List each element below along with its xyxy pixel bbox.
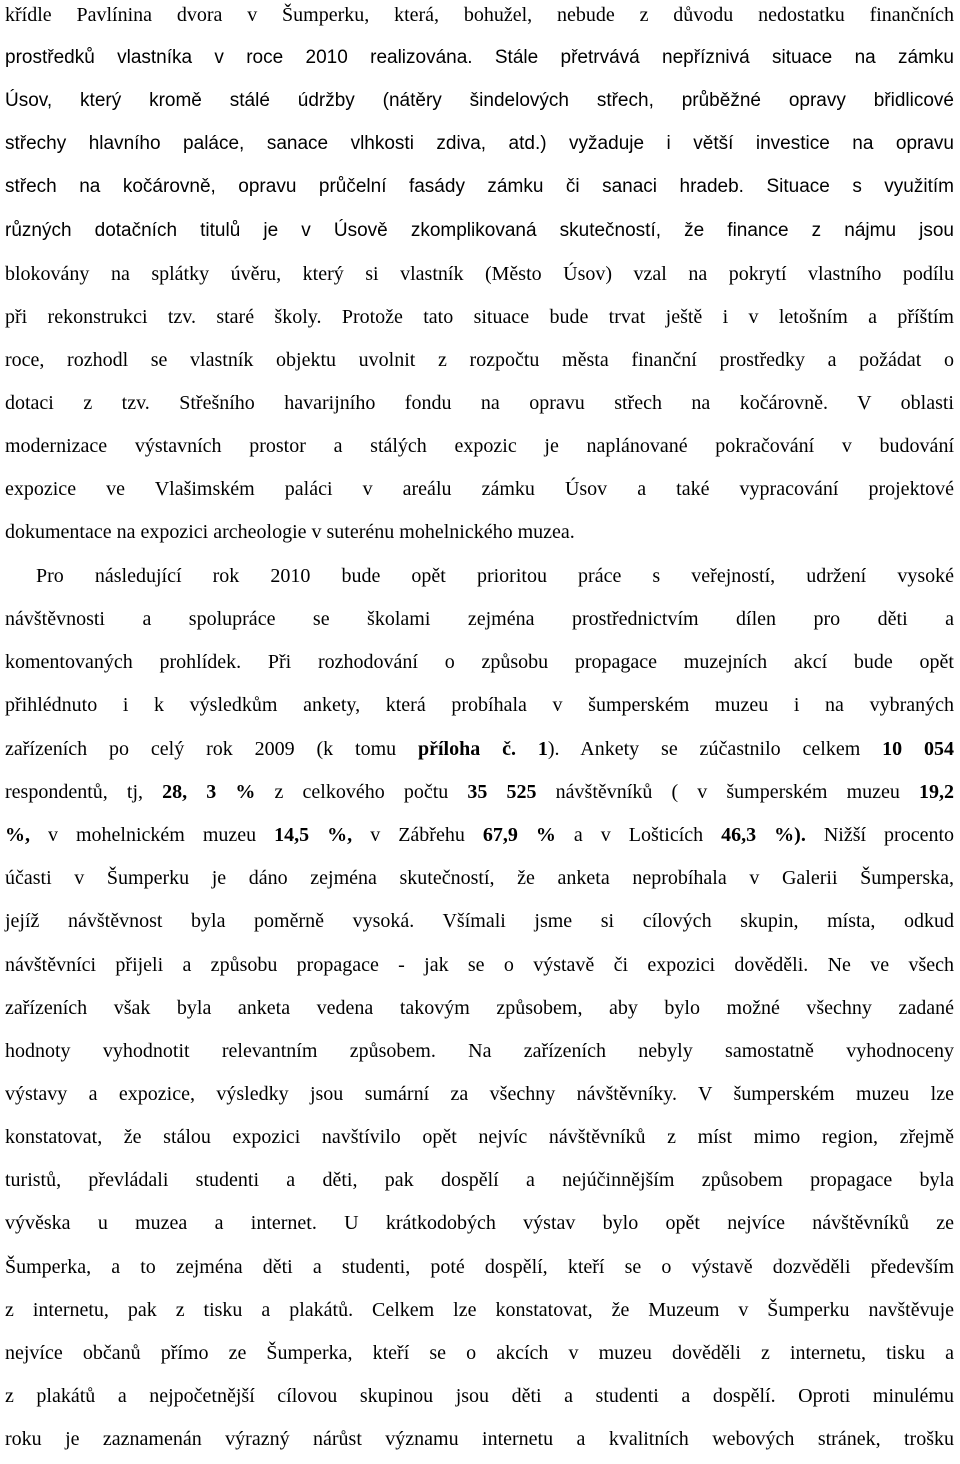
text-line [5, 1424, 954, 1454]
text-run: modernizace výstavních prostor a stálých expozic je naplánované pokračování v budování [5, 435, 954, 457]
text-run: v Zábřehu [352, 824, 483, 846]
text-run: střechy hlavního paláce, sanace vlhkosti zdiva, atd.) vyžaduje i větší investice na opravu [5, 133, 954, 154]
text-run: prostředků vlastníka v roce 2010 realizována. Stále přetrvává nepříznivá situace na zámku [5, 47, 954, 68]
text-line [5, 302, 954, 332]
text-line [5, 1079, 954, 1109]
text-run: z internetu, pak z tisku a plakátů. Celkem lze konstatovat, že Muzeum v Šumperku navštěvuje [5, 1299, 954, 1321]
text-line [5, 1165, 954, 1195]
text-line [5, 863, 954, 893]
text-run: křídle Pavlínina dvora v Šumperku, která, bohužel, nebude z důvodu nedostatku finančních [5, 4, 954, 26]
text-run: účasti v Šumperku je dáno zejména skutečností, že anketa neprobíhala v Galerii Šumperska, [5, 867, 954, 889]
text-run: nejvíce občanů přímo ze Šumperka, kteří se o akcích v muzeu dověděli z internetu, tisku a [5, 1342, 954, 1364]
text-line [5, 172, 954, 202]
text-line [5, 604, 954, 634]
text-run: hodnoty vyhodnotit relevantním způsobem. Na zařízeních nebyly samostatně vyhodnoceny [5, 1040, 954, 1062]
text-line [5, 950, 954, 980]
text-run: zařízeních po celý rok 2009 (k tomu [5, 738, 418, 760]
text-run: expozice ve Vlašimském paláci v areálu zámku Úsov a také vypracování projektové [5, 478, 954, 500]
text-line [5, 647, 954, 677]
text-run: roku je zaznamenán výrazný nárůst významu internetu a kvalitních webových stránek, trošku [5, 1428, 954, 1450]
text-line [5, 1036, 954, 1066]
text-line [5, 734, 954, 764]
text-line [5, 0, 954, 30]
text-run: turistů, převládali studenti a děti, pak dospělí a nejúčinnějším způsobem propagace byla [5, 1169, 954, 1191]
text-line [5, 86, 954, 116]
text-line [36, 561, 954, 591]
bold-text: 14,5 %, [274, 824, 353, 846]
text-run: střech na kočárovně, opravu průčelní fasády zámku či sanaci hradeb. [5, 176, 767, 197]
text-line [5, 129, 954, 159]
text-run: Nižší procento [805, 824, 955, 846]
text-line [5, 345, 954, 375]
text-run: konstatovat, že stálou expozici navštívilo opět nejvíc návštěvníků z míst mimo region, zřejmě [5, 1126, 954, 1148]
text-run: výstavy a expozice, výsledky jsou sumární za všechny návštěvníky. V šumperském muzeu lze [5, 1083, 954, 1105]
text-line [5, 777, 954, 807]
text-run: různých dotačních titulů je v Úsově zkomplikovaná skutečností, že finance z nájmu jsou [5, 220, 954, 241]
text-line [5, 1338, 954, 1368]
text-run: přihlédnuto i k výsledkům ankety, která probíhala v šumperském muzeu i na vybraných [5, 694, 954, 716]
text-line [5, 388, 954, 418]
text-line [5, 43, 954, 73]
text-line [5, 431, 954, 461]
text-line [5, 1295, 954, 1325]
text-run: návštěvníků ( v šumperském muzeu [536, 781, 920, 803]
bold-text: 19,2 [919, 781, 955, 803]
bold-text: 28, 3 % [162, 781, 256, 803]
text-run: komentovaných prohlídek. Při rozhodování o způsobu propagace muzejních akcí bude opět [5, 651, 954, 673]
text-run: respondentů, tj, [5, 781, 163, 803]
text-run: Situace s využitím [766, 176, 954, 197]
text-line [5, 690, 954, 720]
text-run: jejíž návštěvnost byla poměrně vysoká. Všímali jsme si cílových skupin, místa, odkud [5, 910, 954, 932]
text-run: ). Ankety se zúčastnilo celkem [547, 738, 883, 760]
text-run: Pro následující rok 2010 bude opět prioritou práce s veřejností, udržení vysoké [36, 565, 954, 587]
text-run: blokovány na splátky úvěru, který si vlastník (Město Úsov) vzal na pokrytí vlastního podílu [5, 263, 954, 285]
text-run: dotaci z tzv. Střešního havarijního fondu na opravu střech na kočárovně. V oblasti [5, 392, 954, 414]
text-line [5, 993, 954, 1023]
text-run: z celkového počtu [255, 781, 468, 803]
text-run: návštěvnosti a spolupráce se školami zejména prostřednictvím dílen pro děti a [5, 608, 954, 630]
text-run: a v Lošticích [555, 824, 722, 846]
text-line [5, 1208, 954, 1238]
text-line [5, 1381, 954, 1411]
bold-text: příloha č. 1 [418, 738, 548, 760]
text-run: Šumperka, a to zejména děti a studenti, poté dospělí, kteří se o výstavě dozvěděli především [5, 1256, 954, 1278]
text-line [5, 820, 954, 850]
text-run: roce, rozhodl se vlastník objektu uvolnit z rozpočtu města finanční prostředky a požádat o [5, 349, 954, 371]
text-run: v mohelnickém muzeu [30, 824, 275, 846]
bold-text: 35 525 [467, 781, 537, 803]
text-run: z plakátů a nejpočetnější cílovou skupinou jsou děti a studenti a dospělí. Oproti minulému [5, 1385, 954, 1407]
bold-text: 46,3 %). [721, 824, 806, 846]
text-run: vývěska u muzea a internet. U krátkodobých výstav bylo opět nejvíce návštěvníků ze [5, 1212, 954, 1234]
bold-text: 10 054 [882, 738, 955, 760]
text-line [5, 517, 954, 547]
text-line [5, 906, 954, 936]
text-run: zařízeních však byla anketa vedena takovým způsobem, aby bylo možné všechny zadané [5, 997, 954, 1019]
text-line [5, 1252, 954, 1282]
bold-text: %, [5, 824, 30, 846]
text-line [5, 1122, 954, 1152]
text-run: při rekonstrukci tzv. staré školy. Protože tato situace bude trvat ještě i v letošním a příštím [5, 306, 954, 328]
text-line [5, 259, 954, 289]
text-run: Úsov, který kromě stálé údržby (nátěry šindelových střech, průběžné opravy břidlicové [5, 90, 954, 111]
text-run: dokumentace na expozici archeologie v suterénu mohelnického muzea. [5, 521, 575, 543]
bold-text: 67,9 % [482, 824, 556, 846]
text-line [5, 216, 954, 246]
text-line [5, 474, 954, 504]
text-run: návštěvníci přijeli a způsobu propagace - jak se o výstavě či expozici dověděli. Ne ve všech [5, 954, 954, 976]
